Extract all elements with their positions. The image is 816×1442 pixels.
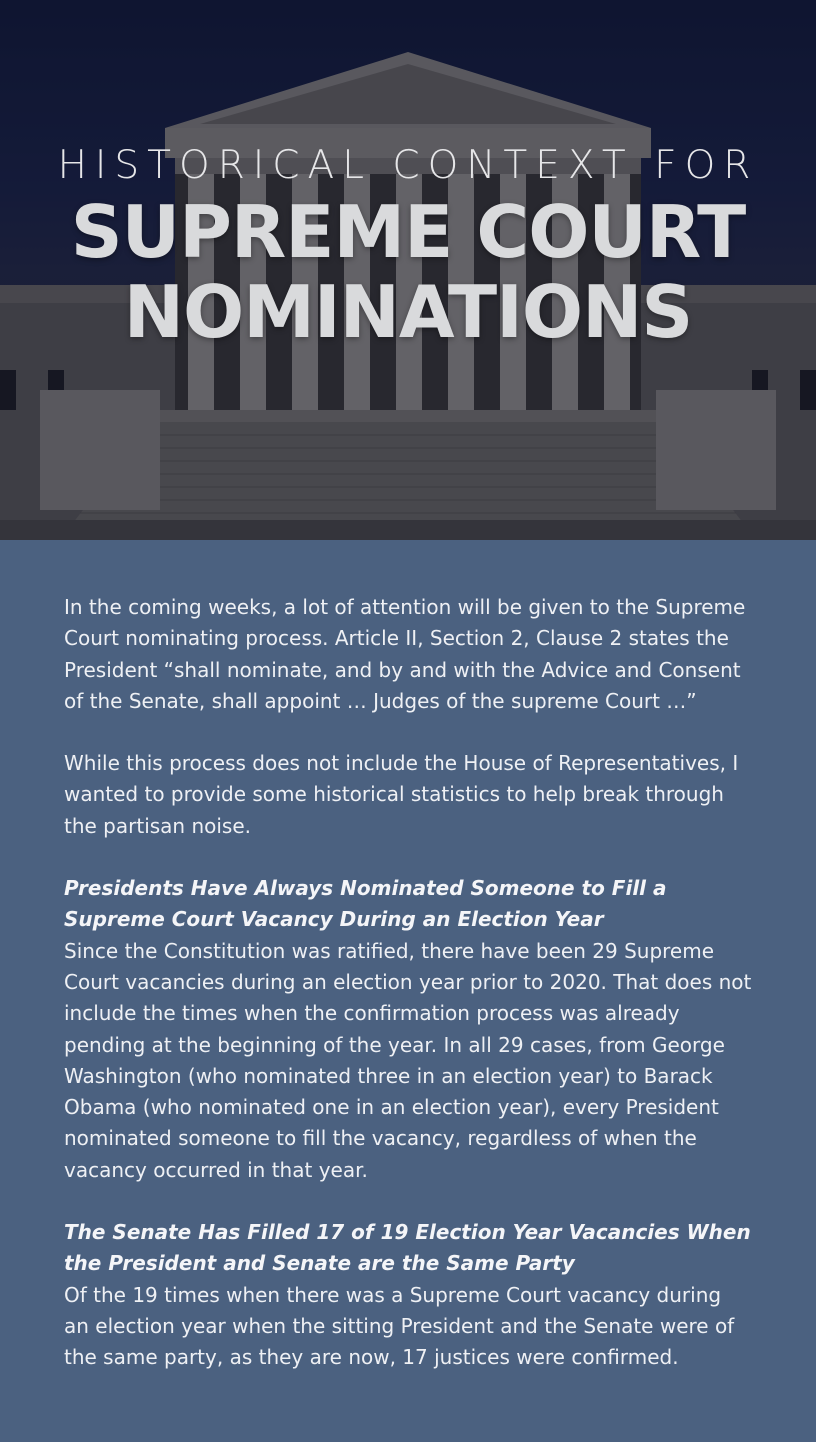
section-heading: Presidents Have Always Nominated Someone to Fill a Supreme Court Vacancy During an Election Year xyxy=(64,876,667,932)
title-block xyxy=(0,140,816,352)
intro-paragraph: In the coming weeks, a lot of attention will be given to the Supreme Court nominating process. Article II, Section 2, Clause 2 states the President “shall nominate, and by and with the Advice and Consent of the Senate, shall appoint … Judges of the supreme Court …” xyxy=(64,595,746,713)
section-body: Since the Constitution was ratified, there have been 29 Supreme Court vacancies during an election year prior to 2020. That does not include the times when the confirmation process was already pending at the beginning of the year. In all 29 cases, from George Washington (who nominated three in an election year) to Barack Obama (who nominated one in an election year), every President nominated someone to fill the vacancy, regardless of when the vacancy occurred in that year. xyxy=(64,938,752,1182)
title-headline-line2: NOMINATIONS xyxy=(123,270,693,354)
context-paragraph: While this process does not include the House of Representatives, I wanted to provide some historical statistics to help break through the partisan noise. xyxy=(64,751,739,838)
article-body xyxy=(0,540,816,1374)
section-election-year-nominations xyxy=(64,873,752,1186)
section-heading: The Senate Has Filled 17 of 19 Election Year Vacancies When the President and Senate are the Same Party xyxy=(64,1220,751,1276)
section-body: Of the 19 times when there was a Supreme Court vacancy during an election year when the sitting President and the Senate were of the same party, as they are now, 17 justices were confirmed. xyxy=(64,1282,735,1370)
section-same-party-confirmations xyxy=(64,1217,752,1373)
hero-banner xyxy=(0,0,816,540)
title-headline-line1: SUPREME COURT xyxy=(70,190,746,274)
title-kicker: HISTORICAL CONTEXT FOR xyxy=(57,143,759,188)
